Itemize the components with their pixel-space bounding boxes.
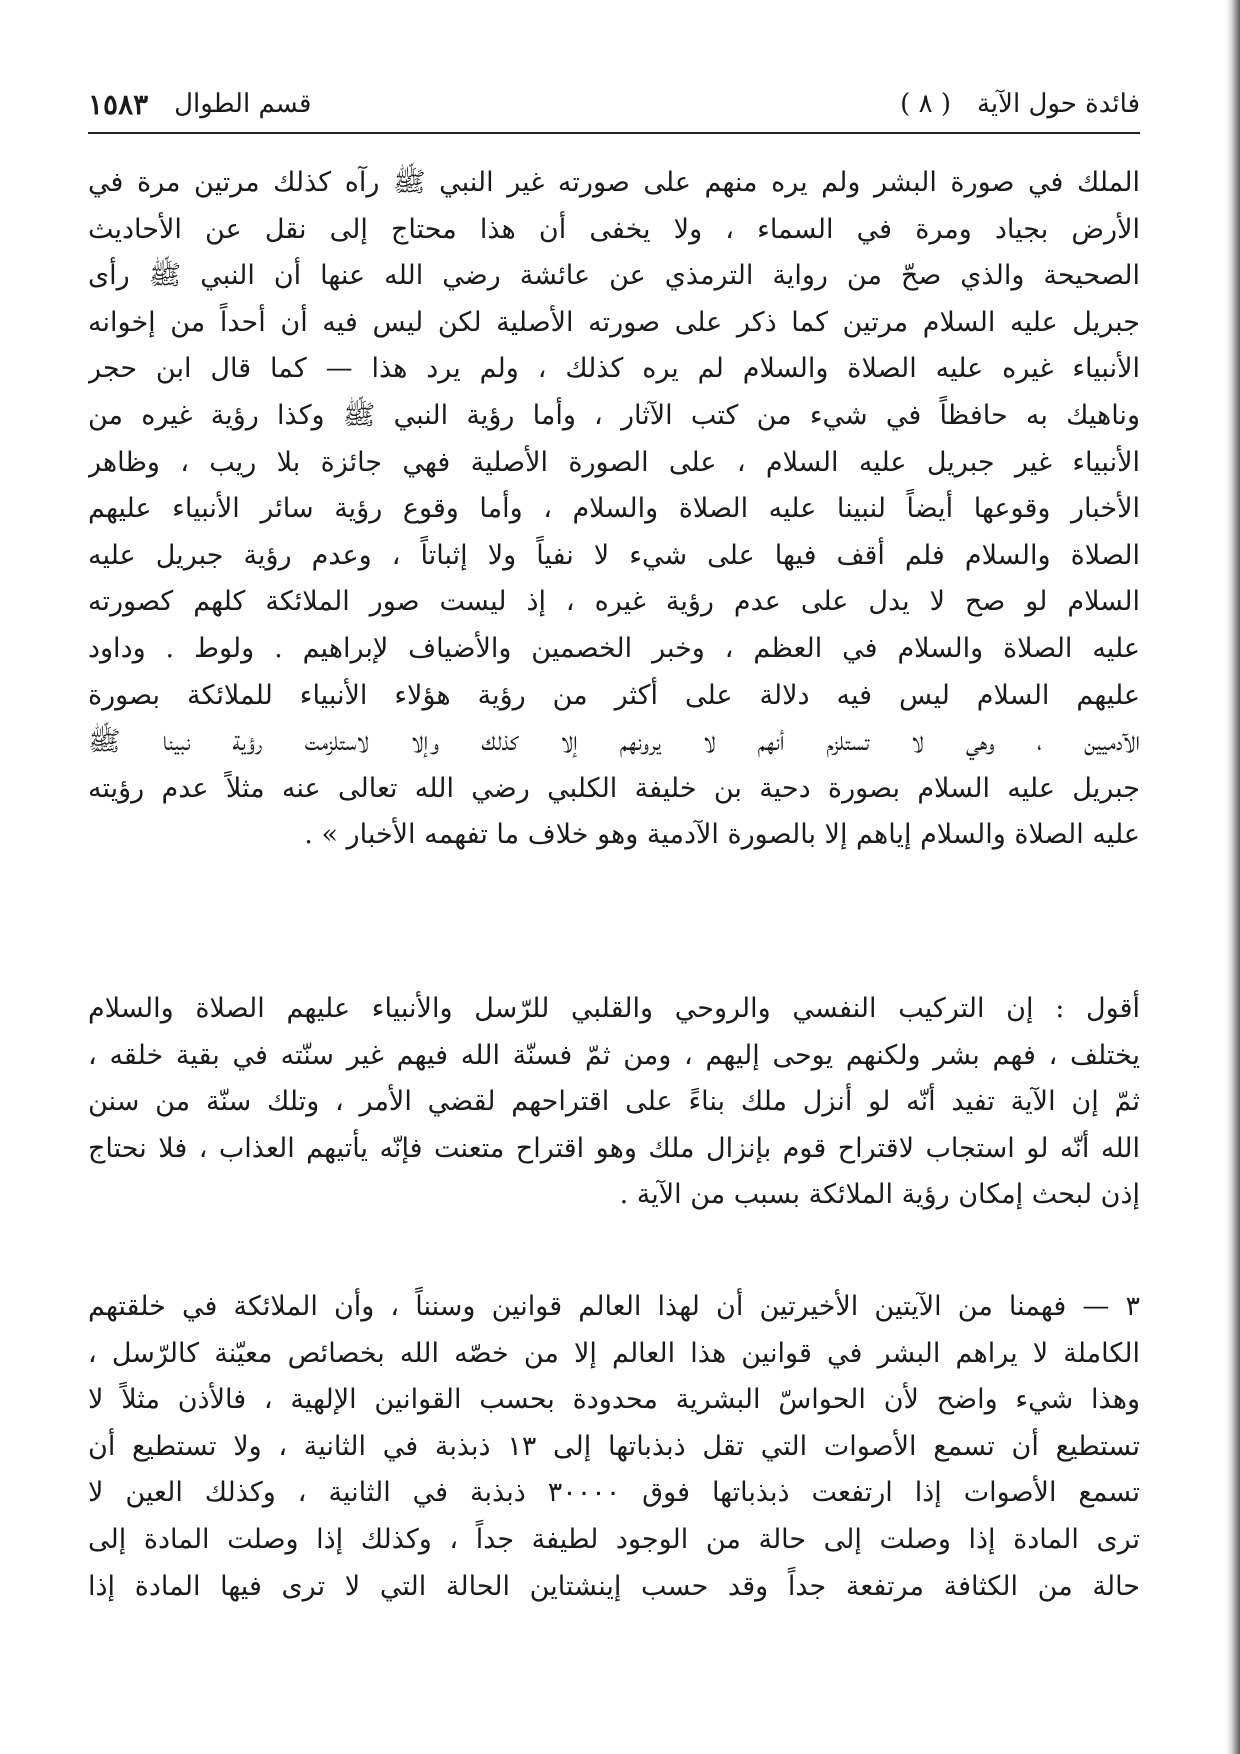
text-line: أقول : إن التركيب النفسي والروحي والقلبي للرّسل والأنبياء عليهم الصلاة والسلام (88, 993, 1140, 1024)
text-line: إذن لبحث إمكان رؤية الملائكة بسبب من الآية . (619, 1179, 1140, 1211)
header-section-title: فائدة حول الآية (976, 89, 1140, 119)
scan-edge-shadow (1226, 0, 1240, 1754)
text-line: ٣ — فهمنا من الآيتين الأخيرتين أن لهذا العالم قوانين وسنناً ، وأن الملائكة في خلقتهم (88, 1291, 1140, 1322)
text-line: الأنبياء غير جبريل عليه السلام ، على الصورة الأصلية فهي جائزة بلا ريب ، وظاهر (88, 446, 1140, 478)
text-line: تسمع الأصوات إذا ارتفعت ذبذباتها فوق ٣٠٠٠٠ ذبذبة في الثانية ، وكذلك العين لا (88, 1477, 1140, 1509)
text-line: الكاملة لا يراهم البشر في قوانين هذا العالم إلا من خصّه الله بخصائص معيّنة كالرّسل ، (88, 1337, 1140, 1369)
header-rule (88, 132, 1140, 134)
text-line: يختلف ، فهم بشر ولكنهم يوحى إليهم ، ومن ثمّ فسنّة الله فيهم غير سنّته في بقية خلقه ، (88, 1039, 1140, 1071)
text-line: الله أنّه لو استجاب لاقتراح قوم بإنزال ملك وهو اقتراح متعنت فإنّه يأتيهم العذاب ، فلا نحتاج (88, 1132, 1140, 1164)
text-line: حالة من الكثافة مرتفعة جداً وقد حسب إينشتاين الحالة التي لا ترى فيها المادة إذا (88, 1570, 1140, 1602)
text-line: جبريل عليه السلام مرتين كما ذكر على صورته الأصلية لكن ليس فيه أن أحداً من إخوانه (88, 306, 1140, 338)
paragraph-author-comment (88, 986, 1140, 1219)
paragraph-quote-continuation (88, 160, 1140, 859)
text-line: الصحيحة والذي صحّ من رواية الترمذي عن عائشة رضي الله عنها أن النبي ﷺ رأى (88, 260, 1140, 292)
text-line: وناهيك به حافظاً في شيء من كتب الآثار ، وأما رؤية النبي ﷺ وكذا رؤية غيره من (88, 399, 1140, 431)
text-line: جبريل عليه السلام بصورة دحية بن خليفة الكلبي رضي الله تعالى عنه مثلاً عدم رؤيته (88, 772, 1140, 804)
text-line: وهذا شيء واضح لأن الحواسّ البشرية محدودة بحسب القوانين الإلهية ، فالأذن مثلاً لا (88, 1384, 1140, 1416)
header-section-number: ( ٨ ) (900, 89, 951, 119)
text-line: الملك في صورة البشر ولم يره منهم على صورته غير النبي ﷺ رآه كذلك مرتين مرة في (88, 167, 1140, 198)
text-line: تستطيع أن تسمع الأصوات التي تقل ذبذباتها إلى ١٣ ذبذبة في الثانية ، ولا تستطيع أن (88, 1430, 1140, 1462)
text-line: الصلاة والسلام فلم أقف فيها على شيء لا نفياً ولا إثباتاً ، وعدم رؤية جبريل عليه (88, 539, 1140, 571)
header-book-part: قسم الطوال (174, 89, 312, 119)
text-line: الأنبياء غيره عليه الصلاة والسلام لم يره كذلك ، ولم يرد هذا — كما قال ابن حجر (88, 353, 1140, 385)
text-line: ترى المادة إذا وصلت إلى حالة من الوجود لطيفة جداً ، وكذلك إذا وصلت المادة إلى (88, 1523, 1140, 1555)
text-line: عليه الصلاة والسلام إياهم إلا بالصورة الآدمية وهو خلاف ما تفهمه الأخبار » . (304, 819, 1140, 851)
page-number: ١٥٨٣ (88, 87, 149, 121)
text-line: عليه الصلاة والسلام في العظم ، وخبر الخصمين والأضياف لإبراهيم . ولوط . وداود (88, 632, 1140, 664)
text-line: الآدميين ، وهي لا تستلزم أنهم لا يرونهم إلا كذلك وإلا لاستلزمت رؤية نبينا ﷺ (88, 726, 1140, 758)
running-header (88, 84, 1140, 124)
text-line: الأرض بجياد ومرة في السماء ، ولا يخفى أن هذا محتاج إلى نقل عن الأحاديث (88, 213, 1140, 245)
paragraph-point-3 (88, 1284, 1140, 1610)
text-line: ثمّ إن الآية تفيد أنّه لو أنزل ملك بناءً على اقتراحهم لقضي الأمر ، وتلك سنّة من سنن (88, 1086, 1140, 1118)
header-part-group (88, 88, 311, 121)
text-line: السلام لو صح لا يدل على عدم رؤية غيره ، إذ ليست صور الملائكة كلهم كصورته (88, 586, 1140, 618)
text-line: عليهم السلام ليس فيه دلالة على أكثر من رؤية هؤلاء الأنبياء للملائكة بصورة (88, 679, 1140, 711)
header-section-group (900, 89, 1140, 119)
text-line: الأخبار وقوعها أيضاً لنبينا عليه الصلاة والسلام ، وأما وقوع رؤية سائر الأنبياء عليهم (88, 493, 1140, 525)
